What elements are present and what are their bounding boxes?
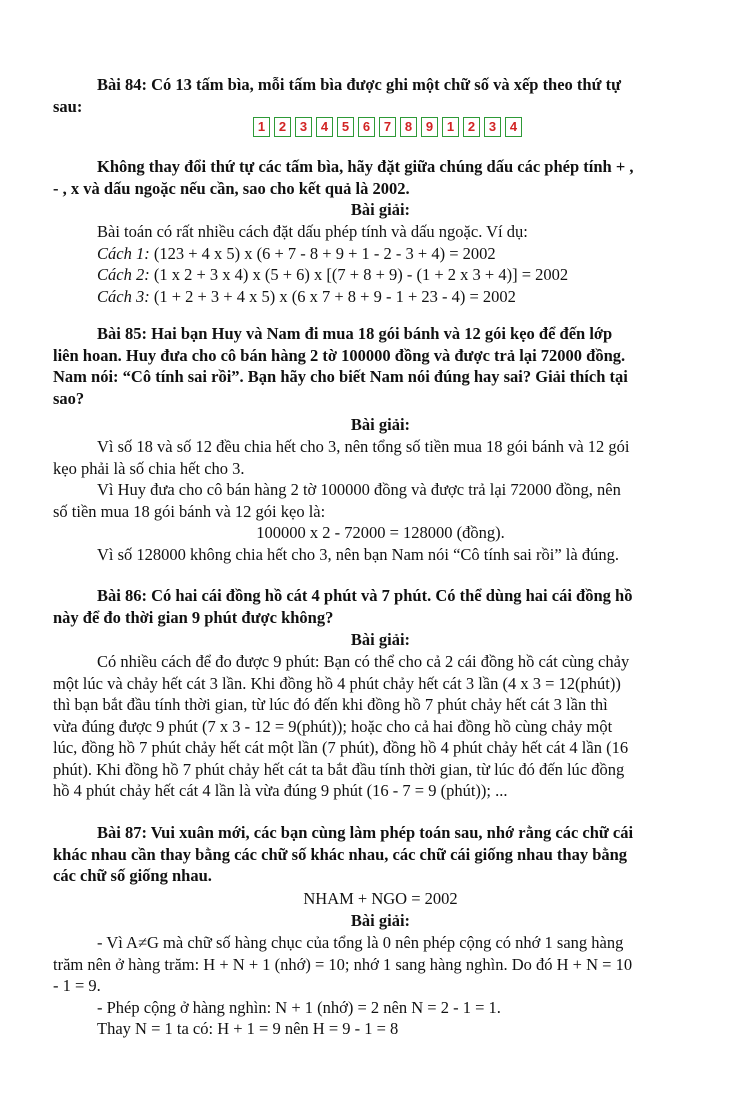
bai85-solution (53, 436, 708, 565)
bai85-title-line-3: Nam nói: “Cô tính sai rồi”. Bạn hãy cho biết Nam nói đúng hay sai? Giải thích tại (53, 367, 628, 386)
bai86-line-7: hồ 4 phút chảy hết cát 4 lần là vừa đúng 9 phút (16 - 7 = 9 (phút)); ... (53, 781, 508, 800)
bai85-para1-line-2: kẹo phải là số chia hết cho 3. (53, 458, 245, 478)
bai85-para2-line-1: Vì Huy đưa cho cô bán hàng 2 tờ 100000 đồng và được trả lại 72000 đồng, nên (97, 480, 621, 499)
bai84-title-line-1: Bài 84: Có 13 tấm bìa, mỗi tấm bìa được ghi một chữ số và xếp theo thứ tự (97, 75, 622, 94)
way-expression: (1 x 2 + 3 x 4) x (5 + 6) x [(7 + 8 + 9) - (1 + 2 x 3 + 4)] = 2002 (149, 265, 569, 284)
number-card: 4 (505, 117, 522, 137)
way-label: Cách 3: (97, 286, 150, 306)
bai84-solution (53, 221, 741, 307)
number-card: 9 (421, 117, 438, 137)
number-card: 2 (274, 117, 291, 137)
number-card: 6 (358, 117, 375, 137)
bai84-question-line-2: - , x và dấu ngoặc nếu cần, sao cho kết quả là 2002. (53, 178, 410, 198)
bai86-line-3: thì bạn bắt đầu tính thời gian, từ lúc đó đến khi đồng hồ 7 phút chảy hết cát 3 lần thì (53, 695, 608, 714)
bai86-line-2: một lúc và chảy hết cát 3 lần. Khi đồng hồ 4 phút chảy hết cát 3 lần (4 x 3 = 12(phút)) (53, 673, 621, 693)
number-card: 8 (400, 117, 417, 137)
bai87-equation: NHAM + NGO = 2002 (303, 889, 458, 908)
bai84-way-1 (97, 243, 741, 265)
bai84-title (53, 74, 708, 117)
number-card: 3 (484, 117, 501, 137)
bai86-title-line-2: này để đo thời gian 9 phút được không? (53, 607, 334, 627)
bai85-title-line-4: sao? (53, 388, 85, 408)
bai87-title-line-3: các chữ số giống nhau. (53, 866, 212, 885)
bai87-para1-line-3: - 1 = 9. (53, 976, 101, 995)
bai86-line-4: vừa đúng được 9 phút (7 x 3 - 12 = 9(phút)); hoặc cho cả hai đồng hồ cùng chảy một (53, 716, 613, 736)
bai87-title-line-1: Bài 87: Vui xuân mới, các bạn cùng làm phép toán sau, nhớ rằng các chữ cái (97, 823, 634, 842)
way-expression: (1 + 2 + 3 + 4 x 5) x (6 x 7 + 8 + 9 - 1 + 23 - 4) = 2002 (149, 286, 516, 306)
bai87-para1-line-1: - Vì A≠G mà chữ số hàng chục của tổng là 0 nên phép cộng có nhớ 1 sang hàng (97, 933, 624, 952)
bai86-line-6: phút). Khi đồng hồ 7 phút chảy hết cát ta bắt đầu tính thời gian, từ lúc đó đến lúc đồng (53, 759, 625, 779)
bai84-intro: Bài toán có rất nhiều cách đặt dấu phép tính và dấu ngoặc. Ví dụ: (97, 222, 528, 241)
bai87-title (53, 822, 708, 887)
bai85-title (53, 323, 708, 409)
bai84-solution-heading: Bài giải: (350, 200, 411, 219)
bai84-title-line-2: sau: (53, 96, 83, 116)
bai87-para2: - Phép cộng ở hàng nghìn: N + 1 (nhớ) = 2 nên N = 2 - 1 = 1. (97, 997, 501, 1017)
bai86-title-line-1: Bài 86: Có hai cái đồng hồ cát 4 phút và 7 phút. Có thể dùng hai cái đồng hồ (97, 586, 633, 605)
way-expression: (123 + 4 x 5) x (6 + 7 - 8 + 9 + 1 - 2 - 3 + 4) = 2002 (149, 243, 496, 263)
bai85-solution-heading: Bài giải: (350, 415, 411, 434)
bai87-solution-heading: Bài giải: (350, 911, 411, 930)
bai84-way-3 (97, 286, 741, 308)
number-cards (60, 117, 715, 137)
bai86-solution-heading: Bài giải: (350, 630, 411, 649)
bai84-question (53, 156, 708, 199)
bai86-line-1: Có nhiều cách để đo được 9 phút: Bạn có thể cho cả 2 cái đồng hồ cát cùng chảy (97, 652, 630, 671)
bai87-solution (53, 932, 708, 1040)
bai84-question-line-1: Không thay đổi thứ tự các tấm bìa, hãy đặt giữa chúng dấu các phép tính + , (97, 157, 634, 176)
number-card: 3 (295, 117, 312, 137)
way-label: Cách 1: (97, 243, 150, 263)
bai85-title-line-2: liên hoan. Huy đưa cho cô bán hàng 2 tờ 100000 đồng và được trả lại 72000 đồng. (53, 345, 626, 365)
bai87-title-line-2: khác nhau cần thay bằng các chữ số khác nhau, các chữ cái giống nhau thay bằng (53, 844, 628, 864)
bai86-solution (53, 651, 708, 802)
way-label: Cách 2: (97, 265, 150, 284)
number-card: 2 (463, 117, 480, 137)
bai85-title-line-1: Bài 85: Hai bạn Huy và Nam đi mua 18 gói bánh và 12 gói kẹo để đến lớp (97, 324, 613, 343)
bai85-para1-line-1: Vì số 18 và số 12 đều chia hết cho 3, nên tổng số tiền mua 18 gói bánh và 12 gói (97, 437, 630, 456)
number-card: 7 (379, 117, 396, 137)
bai85-conclusion: Vì số 128000 không chia hết cho 3, nên bạn Nam nói “Cô tính sai rồi” là đúng. (97, 544, 619, 564)
bai86-line-5: lúc, đồng hồ 7 phút chảy hết cát một lần (7 phút), đồng hồ 4 phút chảy hết cát 4 lần (16 (53, 738, 629, 757)
number-card: 1 (253, 117, 270, 137)
bai84-way-2 (97, 264, 741, 286)
number-card: 4 (316, 117, 333, 137)
bai87-para1-line-2: trăm nên ở hàng trăm: H + N + 1 (nhớ) = 10; nhớ 1 sang hàng nghìn. Do đó H + N = 10 (53, 954, 633, 974)
bai86-title (53, 585, 708, 628)
number-card: 1 (442, 117, 459, 137)
bai87-para3: Thay N = 1 ta có: H + 1 = 9 nên H = 9 - 1 = 8 (97, 1019, 399, 1038)
bai85-para2-line-2: số tiền mua 18 gói bánh và 12 gói kẹo là: (53, 501, 326, 521)
bai85-equation: 100000 x 2 - 72000 = 128000 (đồng). (256, 523, 505, 542)
number-card: 5 (337, 117, 354, 137)
